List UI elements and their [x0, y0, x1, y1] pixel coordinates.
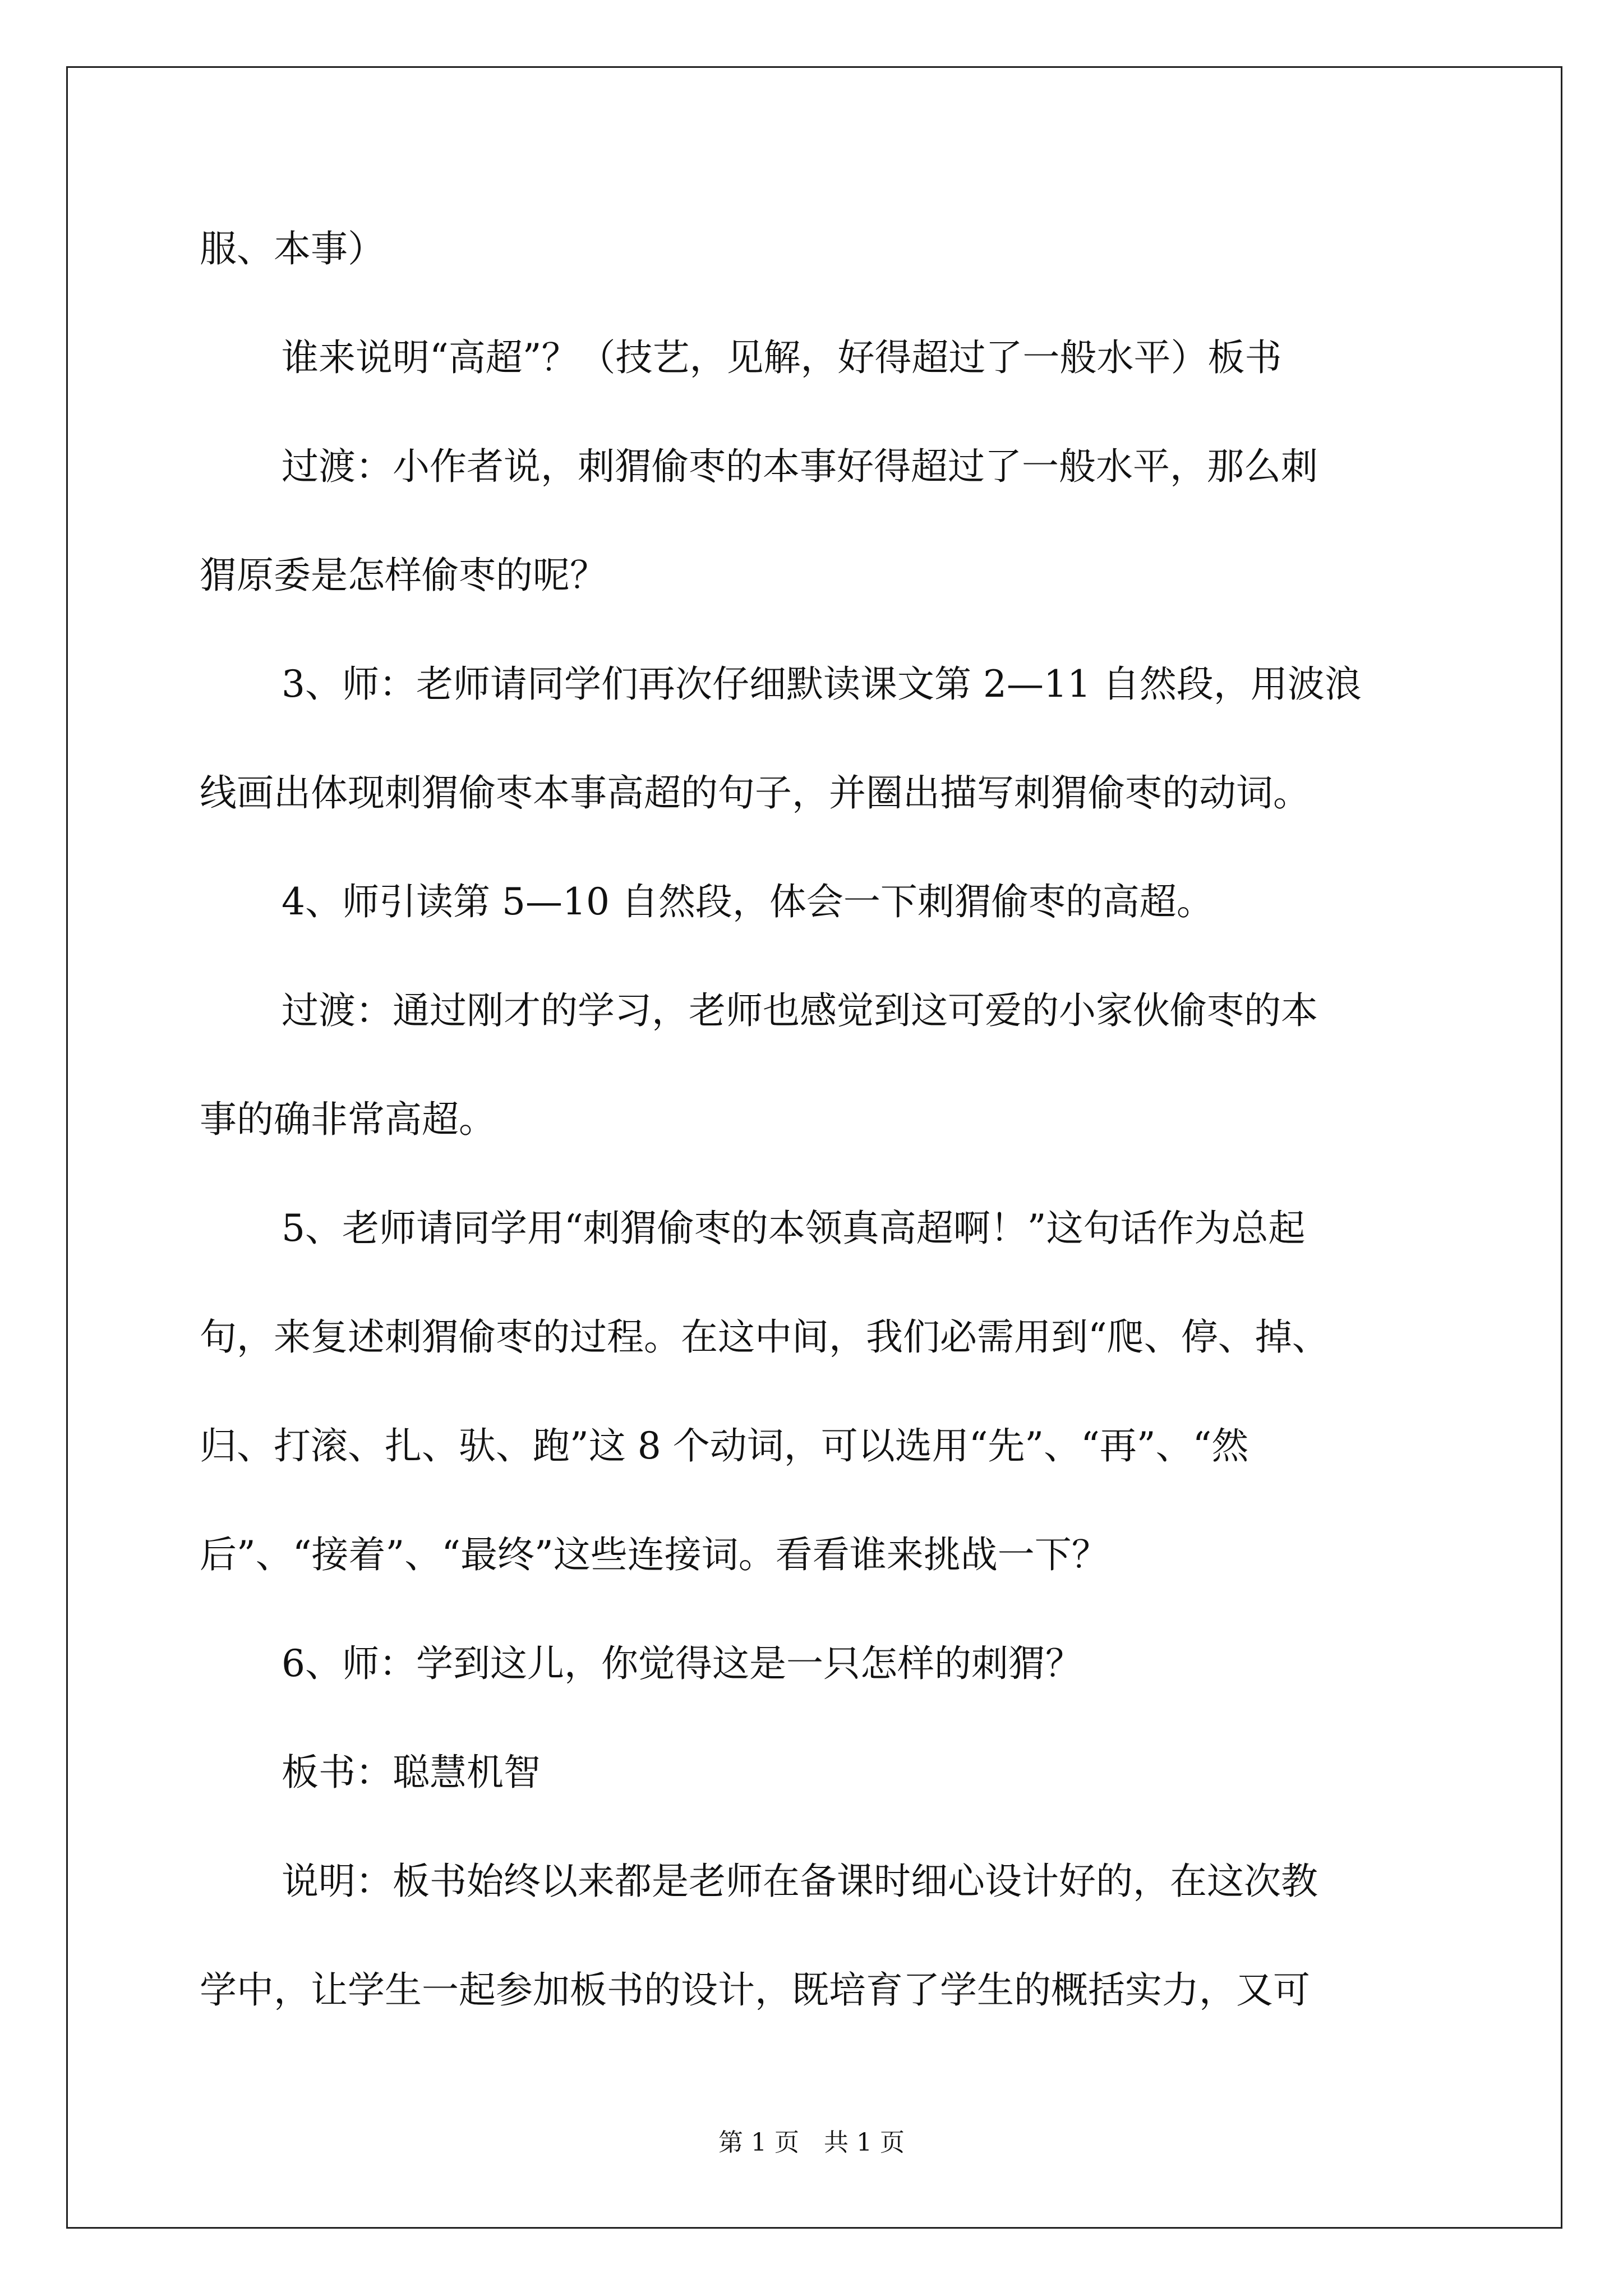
text-line: 猬原委是怎样偷枣的呢？	[200, 554, 607, 597]
text-line: 句，来复述刺猬偷枣的过程。在这中间，我们必需用到“爬、停、掉、	[200, 1315, 1329, 1359]
text-line: 过渡：小作者说，刺猬偷枣的本事好得超过了一般水平，那么刺	[282, 445, 1318, 488]
text-line: 板书：聪慧机智	[282, 1751, 541, 1794]
text-line: 谁来说明“高超”？（技艺，见解，好得超过了一般水平）板书	[282, 336, 1282, 379]
page-border	[66, 66, 1562, 2229]
text-line: 线画出体现刺猬偷枣本事高超的句子，并圈出描写刺猬偷枣的动词。	[200, 771, 1310, 815]
text-line: 归、打滚、扎、驮、跑”这 8 个动词，可以选用“先”、“再”、“然	[200, 1424, 1249, 1467]
text-line: 6、师：学到这儿，你觉得这是一只怎样的刺猬？	[282, 1642, 1082, 1685]
text-line: 4、师引读第 5—10 自然段，体会一下刺猬偷枣的高超。	[282, 880, 1214, 923]
text-line: 学中，让学生一起参加板书的设计，既培育了学生的概括实力，又可	[200, 1968, 1310, 2012]
text-line: 后”、“接着”、“最终”这些连接词。看看谁来挑战一下？	[200, 1533, 1109, 1576]
text-line: 5、老师请同学用“刺猬偷枣的本领真高超啊！”这句话作为总起	[282, 1207, 1306, 1250]
text-line: 说明：板书始终以来都是老师在备课时细心设计好的，在这次教	[282, 1860, 1318, 1903]
page-footer: 第 1 页 共 1 页	[718, 2128, 905, 2157]
text-line: 过渡：通过刚才的学习，老师也感觉到这可爱的小家伙偷枣的本	[282, 989, 1318, 1032]
text-line: 3、师：老师请同学们再次仔细默读课文第 2—11 自然段，用波浪	[282, 662, 1362, 706]
text-line: 事的确非常高超。	[200, 1098, 496, 1141]
text-line: 服、本事）	[200, 227, 385, 270]
